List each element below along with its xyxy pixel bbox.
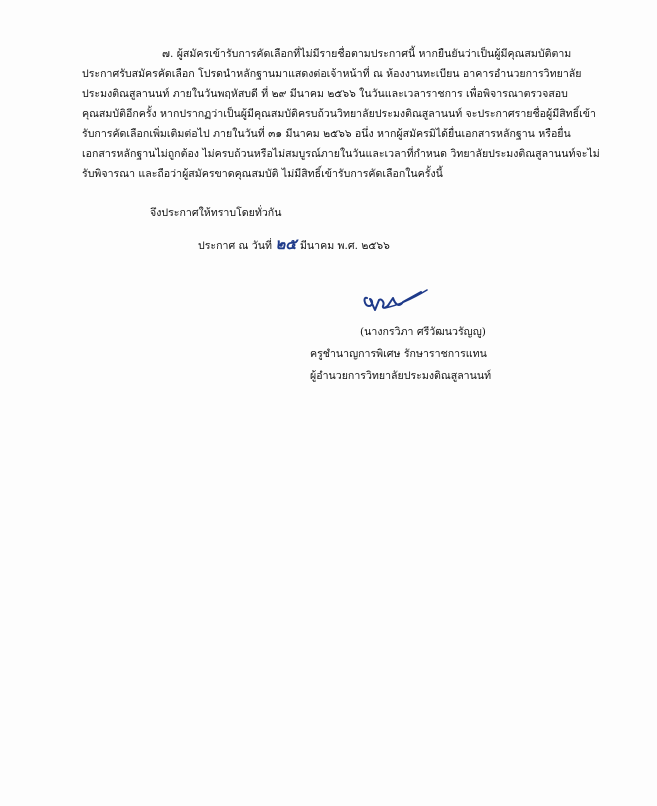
- paragraph-line: ประมงติณสูลานนท์ ภายในวันพฤหัสบดี ที่ ๒๙ มีนาคม ๒๕๖๖ ในวันและเวลาราชการ เพื่อพิจารณาตรวจสอบ: [82, 88, 568, 100]
- date-suffix: มีนาคม พ.ศ. ๒๕๖๖: [299, 240, 390, 252]
- signature-mark-icon: [355, 284, 435, 318]
- paragraph-item-7: [82, 44, 612, 184]
- paragraph-line: ประกาศรับสมัครคัดเลือก โปรดนำหลักฐานมาแสดงต่อเจ้าหน้าที่ ณ ห้องงานทะเบียน อาคารอำนวยการวิทยาลัย: [82, 68, 582, 80]
- date-prefix: ประกาศ ณ วันที่: [198, 240, 272, 252]
- signatory-position: ผู้อำนวยการวิทยาลัยประมงติณสูลานนท์: [310, 370, 492, 382]
- signatory-title: ครูชำนาญการพิเศษ รักษาราชการแทน: [310, 348, 487, 360]
- handwritten-day: ๒๕: [275, 235, 297, 253]
- paragraph-line: รับพิจารณา และถือว่าผู้สมัครขาดคุณสมบัติ ไม่มีสิทธิ์เข้ารับการคัดเลือกในครั้งนี้: [82, 168, 443, 180]
- handwritten-signature: [355, 284, 435, 318]
- announcement-line: จึงประกาศให้ทราบโดยทั่วกัน: [150, 207, 282, 219]
- paragraph-line: เอกสารหลักฐานไม่ถูกต้อง ไม่ครบถ้วนหรือไม่สมบูรณ์ภายในวันและเวลาที่กำหนด วิทยาลัยประมงติณสูลานนท์จะไม่: [82, 148, 600, 160]
- announcement-date: [198, 232, 390, 256]
- paragraph-line: รับการคัดเลือกเพิ่มเติมต่อไป ภายในวันที่ ๓๑ มีนาคม ๒๕๖๖ อนึ่ง หากผู้สมัครมิได้ยื่นเอกสารหลักฐาน หรือยื่น: [82, 128, 571, 140]
- signatory-name: (นางกรวิภา ศรีวัฒนวรัญญู): [360, 326, 486, 338]
- paragraph-line: ๗. ผู้สมัครเข้ารับการคัดเลือกที่ไม่มีรายชื่อตามประกาศนี้ หากยืนยันว่าเป็นผู้มีคุณสมบัติตาม: [162, 48, 572, 60]
- paragraph-line: คุณสมบัติอีกครั้ง หากปรากฏว่าเป็นผู้มีคุณสมบัติครบถ้วนวิทยาลัยประมงติณสูลานนท์ จะประกาศรายชื่อผู้มีสิทธิ์เข้า: [82, 108, 596, 120]
